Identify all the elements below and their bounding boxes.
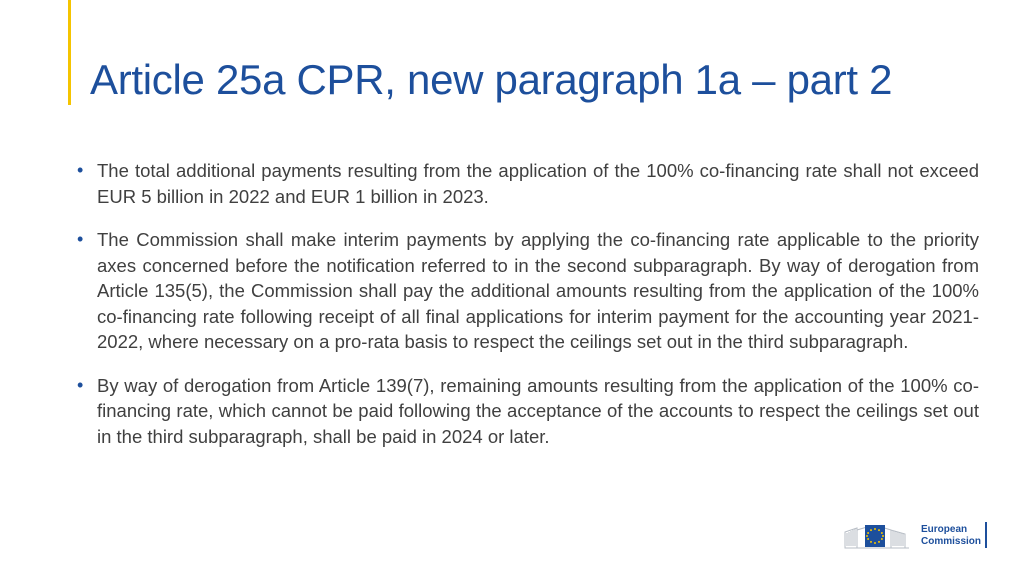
bullet-text: The Commission shall make interim payments by applying the co-financing rate applicable to the priority axes concerned before the notification referred to in the second subparagraph. By way of derogation from Article 135(5), the Commission shall pay the additional amounts resulting from the application of the 100% co-financing rate following receipt of all final applications for interim payment for the accounting year 2021-2022, where necessary on a pro-rata basis to respect the ceilings set out in the third subparagraph. xyxy=(97,229,979,352)
bullet-item xyxy=(74,227,979,355)
bullet-dot-icon: • xyxy=(77,160,84,180)
bullet-dot-icon: • xyxy=(77,229,84,249)
title-accent-bar xyxy=(68,0,71,105)
bullet-list xyxy=(74,158,979,467)
slide-title: Article 25a CPR, new paragraph 1a – part 2 xyxy=(90,56,893,103)
bullet-item xyxy=(74,158,979,209)
bullet-item xyxy=(74,373,979,450)
logo-divider xyxy=(985,522,987,548)
bullet-text: The total additional payments resulting from the application of the 100% co-financing rate shall not exceed EUR 5 billion in 2022 and EUR 1 billion in 2023. xyxy=(97,160,979,207)
bullet-text: By way of derogation from Article 139(7), remaining amounts resulting from the application of the 100% co-financing rate, which cannot be paid following the acceptance of the accounts to respect the ceilings set out in the third subparagraph, shall be paid in 2024 or later. xyxy=(97,374,979,447)
bullet-dot-icon: • xyxy=(77,374,84,395)
logo-wordmark xyxy=(921,524,981,548)
logo-line-commission: Commission xyxy=(921,536,982,547)
logo-line-european: European xyxy=(921,524,968,535)
